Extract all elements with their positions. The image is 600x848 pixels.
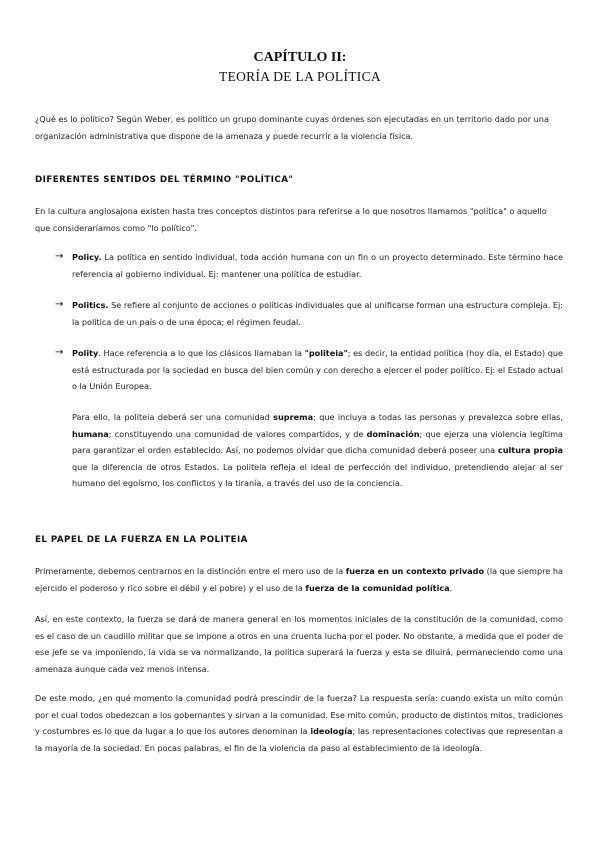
term-polity: Polity [72, 348, 99, 358]
section-intro-paragraph: En la cultura anglosajona existen hasta tres conceptos distintos para referirse a lo que nosotros llamamos "política" o aquello que consideraríamos como "lo político". [35, 206, 547, 233]
arrow-right-icon: → [55, 299, 64, 310]
section-heading-force: EL PAPEL DE LA FUERZA EN LA POLITEIA [35, 535, 248, 545]
term-policy: Policy. [72, 252, 102, 262]
intro-paragraph: ¿Qué es lo político? Según Weber, es político un grupo dominante cuyas órdenes son ejecutadas en un territorio dado por una organización administrativa que dispone de la amenaza y puede recurrir a la violencia física. [35, 114, 549, 141]
section-heading-senses: DIFERENTES SENTIDOS DEL TÉRMINO "POLÍTICA" [35, 175, 294, 185]
list-item-policy [55, 249, 563, 282]
force-paragraph-3: De este modo, ¿en qué momento la comunidad podrá prescindir de la fuerza? La respuesta sería: cuando exista un mito común por el cual todos obedezcan a los gobernantes y sirvan a la comunidad. Ese mito común, producto de distintos mitos, tradiciones y costumbres es lo que da lugar a lo que los autores denominan la ideología; las representaciones colectivas que representan a la mayoría de la sociedad. En pocas palabras, el fin de la violencia da paso al establecimiento de la ideología. [35, 693, 564, 753]
chapter-title: CAPÍTULO II: [253, 50, 347, 65]
arrow-right-icon: → [55, 251, 64, 262]
force-paragraph-1: Primeramente, debemos centrarnos en la distinción entre el mero uso de la fuerza en un contexto privado (la que siempre ha ejercido el poderoso y rico sobre el débil y el pobre) y el uso de la fuerza de la comunidad política. [35, 566, 563, 593]
list-item-text: Politics. Se refiere al conjunto de acciones o políticas individuales que al unificarse forman una estructura compleja. Ej: la política de un país o de una época; el régimen feudal. [72, 300, 563, 327]
list-item-polity [55, 345, 563, 395]
list-item-text: Policy. La política en sentido individual, toda acción humana con un fin o un proyecto determinado. Este término hace referencia al gobierno individual. Ej: mantener una política de estudiar. [72, 252, 563, 279]
arrow-right-icon: → [55, 347, 64, 358]
chapter-subtitle: TEORÍA DE LA POLÍTICA [219, 69, 381, 84]
polity-detail-paragraph: Para ello, la politeia deberá ser una comunidad suprema; que incluya a todas las personas y prevalezca sobre ellas, humana; constituyendo una comunidad de valores compartidos, y de dominación; que ejerza una violencia legítima para garantizar el orden establecido. Así, no podemos olvidar que dicha comunidad deberá poseer una cultura propia que la diferencia de otros Estados. La politeia refleja el ideal de perfección del individuo, pretendiendo alejar al ser humano del egoísmo, los conflictos y la tiranía, a través del uso de la conciencia. [72, 412, 563, 488]
force-paragraph-2: Así, en este contexto, la fuerza se dará de manera general en los momentos iniciales de la constitución de la comunidad, como es el caso de un caudillo militar que se impone a otros en una cruenta lucha por el poder. No obstante, a medida que el poder de ese jefe se va imponiendo, la vida se va normalizando, la política superará la fuerza y esta se diluirá, permaneciendo como una amenaza aunque cada vez menos intensa. [35, 614, 563, 674]
list-item-politics [55, 297, 563, 330]
list-item-text: Polity. Hace referencia a lo que los clásicos llamaban la "politeia"; es decir, la entidad política (hoy día, el Estado) que está estructurada por la sociedad en busca del bien común y con derecho a ejercer el poder político. Ej: el Estado actual o la Unión Europea. [72, 348, 563, 391]
term-politics: Politics. [72, 300, 109, 310]
term-politeia: "politeia" [304, 348, 348, 358]
